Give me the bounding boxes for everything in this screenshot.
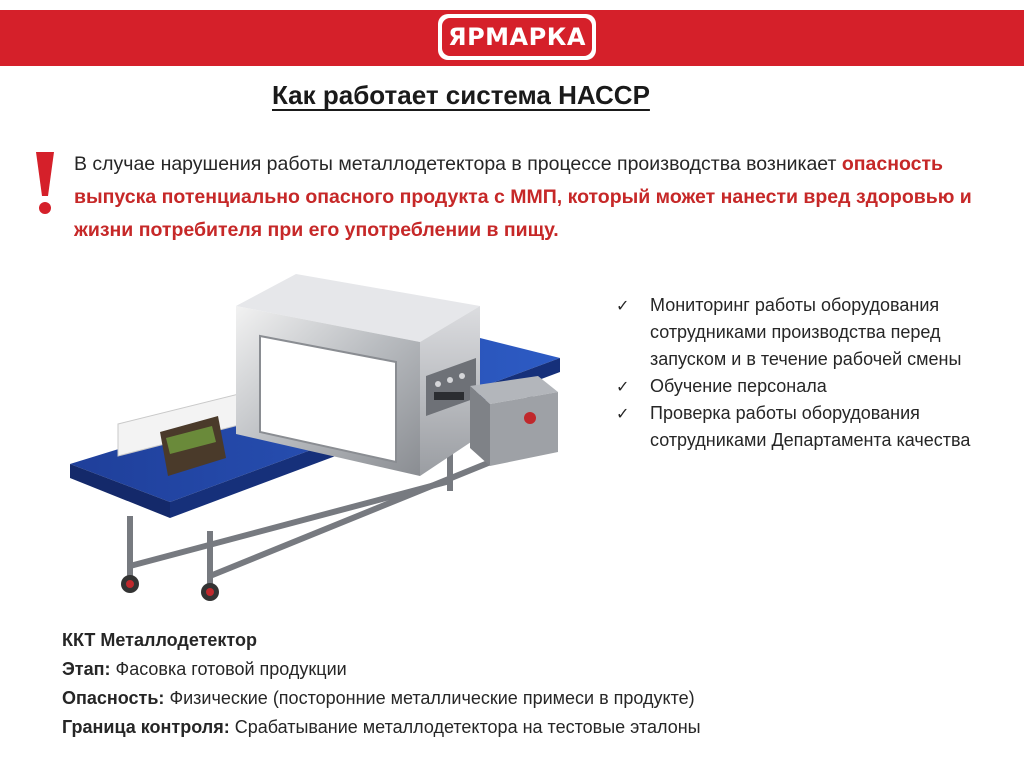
checkmark-icon: ✓ xyxy=(616,377,630,396)
warning-plain-text: В случае нарушения работы металлодетектора в процессе производства возникает xyxy=(74,153,842,175)
list-item xyxy=(612,400,1012,454)
checkmark-icon: ✓ xyxy=(616,404,630,423)
stage-label: Этап: xyxy=(62,659,111,679)
warning-highlight-text: опасность выпуска потенциально опасного продукта с ММП, который может нанести вред здоровью и жизни потребителя при его употреблении в пищу. xyxy=(74,153,972,241)
list-item xyxy=(612,373,1012,400)
ccp-heading: ККТ Металлодетектор xyxy=(62,630,258,650)
measures-list xyxy=(612,292,1012,454)
ccp-limit-row xyxy=(62,713,962,742)
list-item-text: Проверка работы оборудования сотрудниками Департамента качества xyxy=(650,403,971,450)
stage-value: Фасовка готовой продукции xyxy=(115,659,347,679)
metal-detector-image xyxy=(60,266,580,606)
limit-label: Граница контроля: xyxy=(62,717,230,737)
yarmarka-logo xyxy=(438,14,596,60)
ccp-details xyxy=(62,626,962,742)
limit-value: Срабатывание металлодетектора на тестовые эталоны xyxy=(234,717,701,737)
ccp-heading-row xyxy=(62,626,962,655)
page-title: Как работает система НАССР xyxy=(272,80,650,110)
ccp-stage-row xyxy=(62,655,962,684)
ccp-hazard-row xyxy=(62,684,962,713)
hazard-label: Опасность: xyxy=(62,688,165,708)
hazard-value: Физические (посторонние металлические примеси в продукте) xyxy=(169,688,695,708)
exclamation-icon xyxy=(30,150,60,216)
list-item-text: Обучение персонала xyxy=(650,376,827,396)
list-item xyxy=(612,292,1012,373)
warning-text xyxy=(74,148,1004,247)
logo-text: ЯРМАРКА xyxy=(442,18,592,56)
list-item-text: Мониторинг работы оборудования сотрудниками производства перед запуском и в течение рабочей смены xyxy=(650,295,962,369)
checkmark-icon: ✓ xyxy=(616,296,630,315)
